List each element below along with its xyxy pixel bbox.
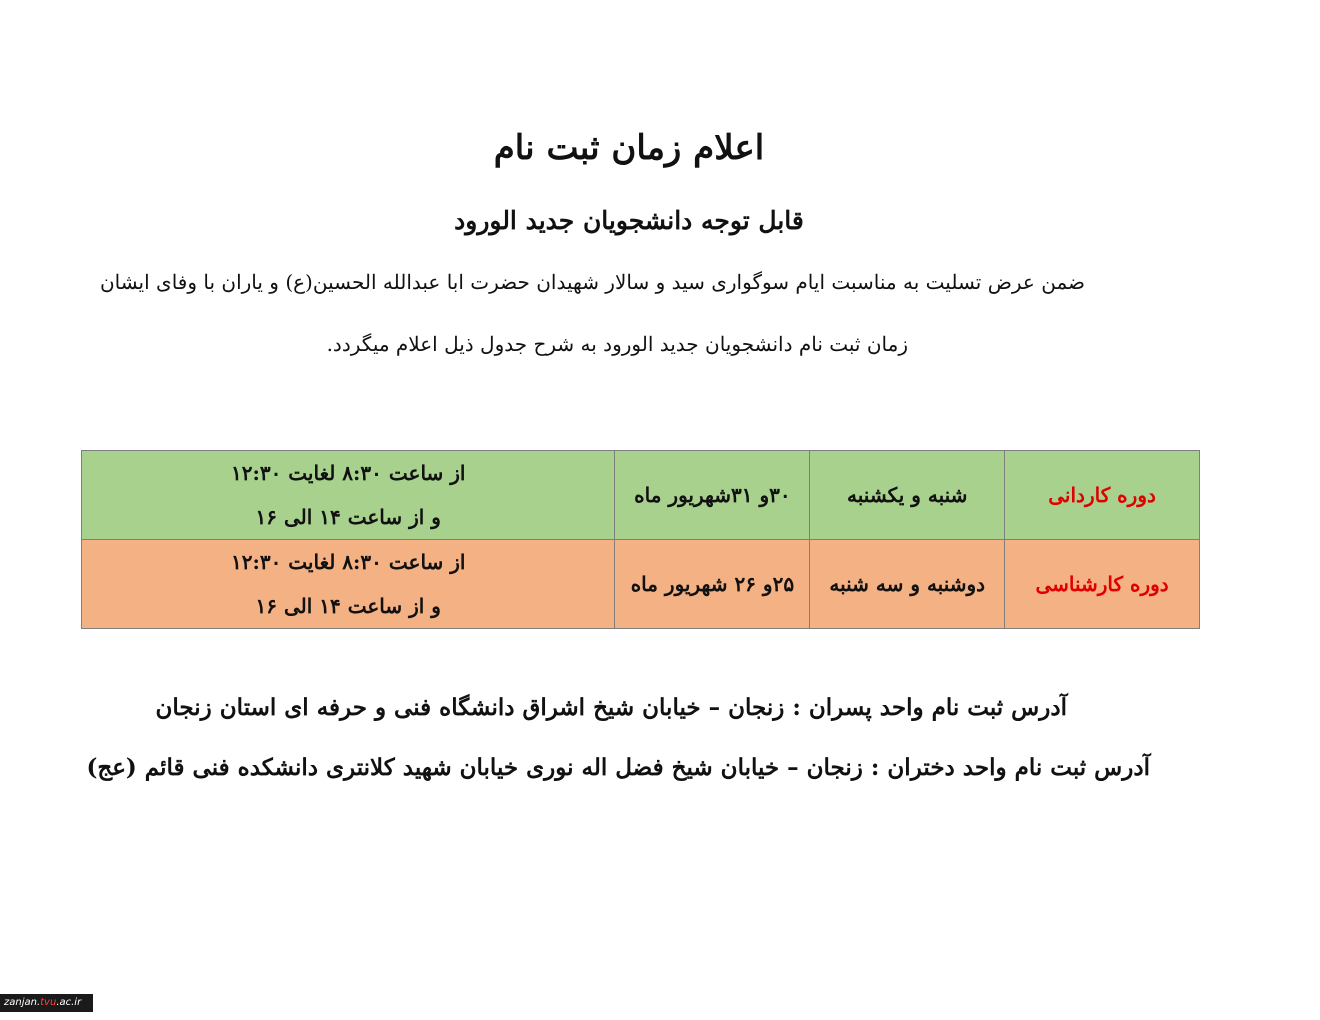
hours-line-2: و از ساعت ۱۴ الی ۱۶	[255, 505, 441, 529]
intro-line-1: ضمن عرض تسلیت به مناسبت ایام سوگواری سید و سالار شهیدان حضرت ابا عبدالله الحسین(ع) و یاران با وفای ایشان	[99, 270, 1085, 294]
site-prefix: zanjan.	[4, 997, 41, 1008]
hours-line-1: از ساعت ۸:۳۰ لغایت ۱۲:۳۰	[230, 550, 466, 574]
address-boys: آدرس ثبت نام واحد پسران : زنجان – خیابان شیخ اشراق دانشگاه فنی و حرفه ای استان زنجان	[155, 694, 1067, 721]
period-cell: دوره کاردانی	[1005, 451, 1200, 540]
dates-cell: ۳۰و ۳۱شهریور ماه	[615, 451, 810, 540]
hours-line-2: و از ساعت ۱۴ الی ۱۶	[255, 594, 441, 618]
period-cell: دوره کارشناسی	[1005, 540, 1200, 629]
page-title: اعلام زمان ثبت نام	[493, 128, 765, 168]
intro-line-2: زمان ثبت نام دانشجویان جدید الورود به شرح جدول ذیل اعلام میگردد.	[326, 332, 908, 356]
page-subtitle: قابل توجه دانشجویان جدید الورود	[454, 206, 804, 235]
table-row	[82, 451, 1200, 540]
hours-cell	[82, 540, 615, 629]
hours-line-1: از ساعت ۸:۳۰ لغایت ۱۲:۳۰	[230, 461, 466, 485]
dates-cell: ۲۵و ۲۶ شهریور ماه	[615, 540, 810, 629]
site-watermark-link[interactable]	[0, 994, 93, 1012]
days-cell: شنبه و یکشنبه	[810, 451, 1005, 540]
registration-schedule-table	[81, 450, 1200, 629]
table-row	[82, 540, 1200, 629]
address-girls: آدرس ثبت نام واحد دختران : زنجان – خیابان شیخ فضل اله نوری خیابان شهید کلانتری دانشکده فنی قائم (عج)	[86, 754, 1150, 781]
hours-cell	[82, 451, 615, 540]
days-cell: دوشنبه و سه شنبه	[810, 540, 1005, 629]
site-suffix: .ac.ir	[56, 997, 82, 1008]
site-accent: tvu	[40, 997, 57, 1008]
